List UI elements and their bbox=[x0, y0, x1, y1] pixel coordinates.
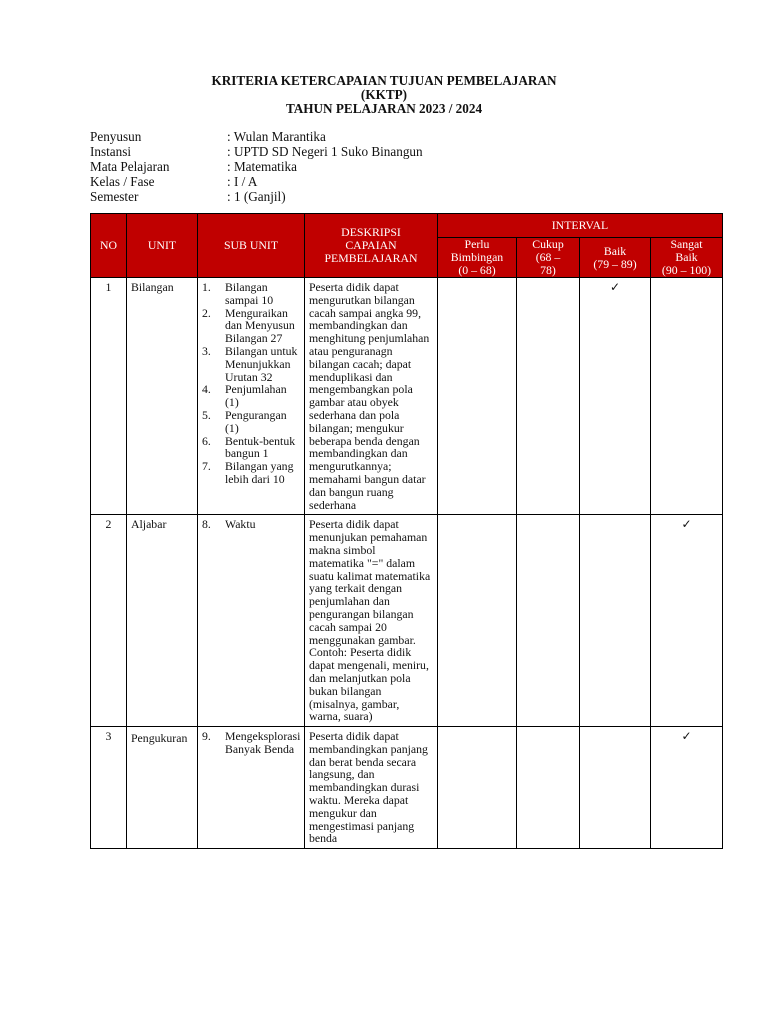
document-title-line-3: TAHUN PELAJARAN 2023 / 2024 bbox=[285, 101, 483, 116]
sub-unit-number: 6. bbox=[202, 433, 211, 448]
row-deskripsi: Peserta didik dapat membandingkan panjang dan berat benda secara langsung, dan membandingkan durasi waktu. Mereka dapat mengukur dan mengestimasi panjang benda bbox=[305, 727, 438, 849]
sub-unit-number: 3. bbox=[202, 343, 211, 358]
table-header-row bbox=[91, 214, 723, 238]
info-label: Kelas / Fase bbox=[90, 174, 155, 189]
sub-unit-text: Pengurangan (1) bbox=[225, 407, 287, 435]
row-deskripsi: Peserta didik dapat mengurutkan bilangan cacah sampai angka 99, membandingkan dan menghitung penjumlahan atau penguranagn bilangan cacah; dapat menduplikasi dan mengembangkan pola gambar atau obyek sederhana dan pola bilangan; mengukur beberapa benda dengan membandingkan dan mengurutkannya; memahami bangun datar dan bangun ruang sederhana bbox=[305, 278, 438, 515]
document-title-line-1: KRITERIA KETERCAPAIAN TUJUAN PEMBELAJARAN bbox=[211, 73, 557, 88]
header-deskripsi: DESKRIPSI CAPAIAN PEMBELAJARAN bbox=[305, 214, 438, 278]
row-sub-units bbox=[198, 727, 305, 849]
header-no: NO bbox=[91, 214, 127, 278]
sub-unit-item bbox=[202, 435, 300, 461]
row-unit: Bilangan bbox=[127, 278, 198, 515]
sub-unit-item bbox=[202, 383, 300, 409]
document-title-line-2: (KKTP) bbox=[360, 87, 408, 102]
check-mark-icon: ✓ bbox=[609, 280, 621, 294]
sub-unit-text: Mengeksplorasi Banyak Benda bbox=[225, 729, 301, 756]
info-row-instansi bbox=[90, 144, 423, 159]
sub-unit-item bbox=[202, 730, 300, 756]
header-unit: UNIT bbox=[127, 214, 198, 278]
sub-unit-number: 8. bbox=[202, 517, 211, 532]
header-cukup: Cukup (68 – 78) bbox=[517, 238, 580, 278]
cell-cukup bbox=[517, 727, 580, 849]
info-row-mata-pelajaran bbox=[90, 159, 423, 174]
info-value: : I / A bbox=[227, 174, 258, 189]
sub-unit-text: Bilangan untuk Menunjukkan Urutan 32 bbox=[225, 343, 298, 384]
table-row bbox=[91, 278, 723, 515]
sub-unit-text: Bilangan sampai 10 bbox=[225, 280, 274, 307]
sub-unit-number: 1. bbox=[202, 280, 211, 294]
cell-perlu-bimbingan bbox=[438, 727, 517, 849]
row-sub-units bbox=[198, 515, 305, 727]
cell-perlu-bimbingan bbox=[438, 515, 517, 727]
header-sub-unit: SUB UNIT bbox=[198, 214, 305, 278]
header-perlu-bimbingan: Perlu Bimbingan (0 – 68) bbox=[438, 238, 517, 278]
cell-sangat-baik bbox=[651, 727, 723, 849]
sub-unit-item bbox=[202, 518, 300, 531]
sub-unit-item bbox=[202, 307, 300, 345]
row-deskripsi: Peserta didik dapat menunjukan pemahaman makna simbol matematika "=" dalam suatu kalimat matematika yang terkait dengan penjumlahan dan pengurangan bilangan cacah sampai 20 menggunakan gambar. Contoh: Peserta didik dapat mengenali, meniru, dan melanjutkan pola bukan bilangan (misalnya, gambar, warna, suara) bbox=[305, 515, 438, 727]
info-row-semester bbox=[90, 189, 423, 204]
info-value: : UPTD SD Negeri 1 Suko Binangun bbox=[227, 144, 423, 159]
info-value: : Wulan Marantika bbox=[227, 129, 326, 144]
info-row-kelas-fase bbox=[90, 174, 423, 189]
row-number: 2 bbox=[91, 515, 127, 727]
table-row bbox=[91, 727, 723, 849]
sub-unit-text: Menguraikan dan Menyusun Bilangan 27 bbox=[225, 305, 295, 346]
check-mark-icon: ✓ bbox=[681, 729, 692, 744]
sub-unit-text: Bilangan yang lebih dari 10 bbox=[225, 459, 294, 486]
info-row-penyusun bbox=[90, 129, 423, 144]
sub-unit-text: Waktu bbox=[225, 517, 256, 532]
identity-block bbox=[90, 129, 423, 204]
cell-cukup bbox=[517, 515, 580, 727]
sub-unit-item bbox=[202, 345, 300, 383]
cell-cukup bbox=[517, 278, 580, 515]
cell-perlu-bimbingan bbox=[438, 278, 517, 515]
info-label: Mata Pelajaran bbox=[90, 159, 170, 174]
sub-unit-text: Penjumlahan (1) bbox=[225, 382, 287, 410]
info-value: : Matematika bbox=[227, 159, 297, 174]
info-label: Instansi bbox=[90, 144, 132, 159]
sub-unit-text: Bentuk-bentuk bangun 1 bbox=[225, 433, 296, 461]
row-unit: Pengukuran bbox=[127, 727, 198, 849]
row-sub-units bbox=[198, 278, 305, 515]
cell-baik bbox=[580, 278, 651, 515]
sub-unit-number: 2. bbox=[202, 305, 211, 320]
sub-unit-number: 5. bbox=[202, 407, 211, 422]
info-label: Penyusun bbox=[90, 129, 142, 144]
cell-baik bbox=[580, 727, 651, 849]
check-mark-icon: ✓ bbox=[681, 517, 692, 532]
sub-unit-number: 9. bbox=[202, 729, 211, 744]
info-value: : 1 (Ganjil) bbox=[227, 189, 286, 204]
table-row bbox=[91, 515, 723, 727]
sub-unit-number: 7. bbox=[202, 459, 211, 474]
sub-unit-item bbox=[202, 409, 300, 435]
header-sangat-baik: Sangat Baik (90 – 100) bbox=[651, 238, 723, 278]
sub-unit-item bbox=[202, 281, 300, 307]
cell-baik bbox=[580, 515, 651, 727]
row-number: 1 bbox=[91, 278, 127, 515]
sub-unit-number: 4. bbox=[202, 382, 211, 397]
sub-unit-item bbox=[202, 460, 300, 486]
header-interval: INTERVAL bbox=[438, 214, 723, 238]
header-baik: Baik (79 – 89) bbox=[580, 238, 651, 278]
info-label: Semester bbox=[90, 189, 139, 204]
row-number: 3 bbox=[91, 727, 127, 849]
cell-sangat-baik bbox=[651, 278, 723, 515]
row-unit: Aljabar bbox=[127, 515, 198, 727]
cell-sangat-baik bbox=[651, 515, 723, 727]
kktp-table bbox=[90, 213, 723, 849]
